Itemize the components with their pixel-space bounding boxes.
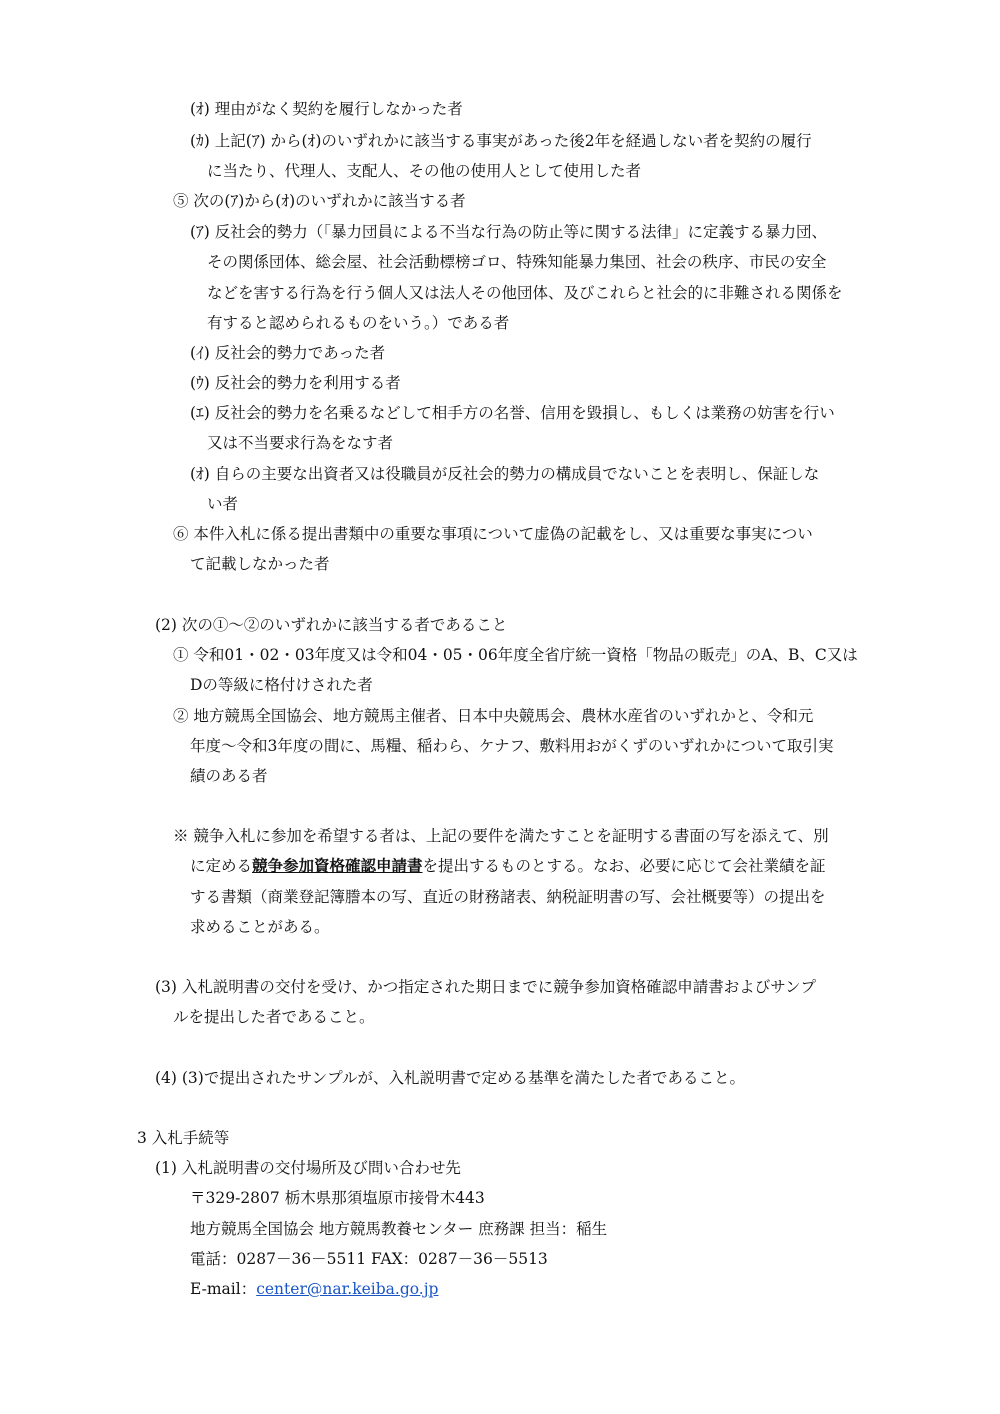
text-line: ルを提出した者であること。 (173, 1008, 375, 1026)
contact-email (190, 1279, 438, 1299)
text-line: (ｲ) 反社会的勢力であった者 (190, 344, 386, 362)
postal-address: 〒329-2807 栃木県那須塩原市接骨木443 (190, 1189, 485, 1207)
note-text: を提出するものとする。なお、必要に応じて会社業績を証 (422, 857, 826, 875)
text-line: (ｶ) 上記(ｱ) から(ｵ)のいずれかに該当する事実があった後2年を経過しない者を契約の履行 (190, 132, 812, 150)
contact-office: 地方競馬全国協会 地方競馬教養センター 庶務課 担当：稲生 (190, 1220, 608, 1238)
text-line: その関係団体、総会屋、社会活動標榜ゴロ、特殊知能暴力集団、社会の秩序、市民の安全 (207, 253, 827, 271)
text-line: に当たり、代理人、支配人、その他の使用人として使用した者 (207, 162, 642, 180)
section-heading: (1) 入札説明書の交付場所及び問い合わせ先 (155, 1159, 461, 1177)
section-heading: (4) (3)で提出されたサンプルが、入札説明書で定める基準を満たした者であること。 (155, 1069, 745, 1087)
text-line: (ｵ) 自らの主要な出資者又は役職員が反社会的勢力の構成員でないことを表明し、保証しな (190, 465, 820, 483)
text-line: ⑥ 本件入札に係る提出書類中の重要な事項について虚偽の記載をし、又は重要な事実につい (173, 525, 813, 543)
text-line: い者 (207, 495, 239, 513)
chapter-heading: 3 入札手続等 (137, 1129, 230, 1147)
text-line: ⑤ 次の(ｱ)から(ｵ)のいずれかに該当する者 (173, 192, 466, 210)
section-heading: (2) 次の①～②のいずれかに該当する者であること (155, 616, 508, 634)
section-heading: (3) 入札説明書の交付を受け、かつ指定された期日までに競争参加資格確認申請書およびサンプ (155, 978, 816, 996)
note-line: ※ 競争入札に参加を希望する者は、上記の要件を満たすことを証明する書面の写を添えて、別 (173, 827, 829, 845)
text-line: 有すると認められるものをいう。）である者 (207, 314, 510, 332)
text-line: て記載しなかった者 (190, 555, 330, 573)
note-line: 求めることがある。 (190, 918, 330, 936)
text-line: (ｳ) 反社会的勢力を利用する者 (190, 374, 401, 392)
text-line: 績のある者 (190, 767, 268, 785)
text-line: ② 地方競馬全国協会、地方競馬主催者、日本中央競馬会、農林水産省のいずれかと、令和元 (173, 707, 814, 725)
note-line (190, 856, 826, 876)
text-line: (ｴ) 反社会的勢力を名乗るなどして相手方の名誉、信用を毀損し、もしくは業務の妨害を行い (190, 404, 835, 422)
email-link[interactable]: center@nar.keiba.go.jp (256, 1280, 439, 1298)
contact-phone-fax: 電話：0287－36－5511 FAX：0287－36－5513 (190, 1250, 548, 1268)
text-line: ① 令和01・02・03年度又は令和04・05・06年度全省庁統一資格「物品の販売」のA、B、C又は (173, 646, 858, 664)
text-line: 年度～令和3年度の間に、馬糧、稲わら、ケナフ、敷料用おがくずのいずれかについて取引実 (190, 737, 834, 755)
text-line: 又は不当要求行為をなす者 (207, 434, 394, 452)
application-form-name: 競争参加資格確認申請書 (252, 856, 423, 875)
text-line: (ｱ) 反社会的勢力（「暴力団員による不当な行為の防止等に関する法律」に定義する暴力団、 (190, 223, 828, 241)
email-label: E-mail： (190, 1280, 257, 1298)
note-text: に定める (190, 857, 253, 875)
note-line: する書類（商業登記簿謄本の写、直近の財務諸表、納税証明書の写、会社概要等）の提出を (190, 888, 826, 906)
text-line: などを害する行為を行う個人又は法人その他団体、及びこれらと社会的に非難される関係を (207, 284, 843, 302)
text-line: (ｵ) 理由がなく契約を履行しなかった者 (190, 100, 463, 118)
text-line: Dの等級に格付けされた者 (190, 676, 373, 694)
